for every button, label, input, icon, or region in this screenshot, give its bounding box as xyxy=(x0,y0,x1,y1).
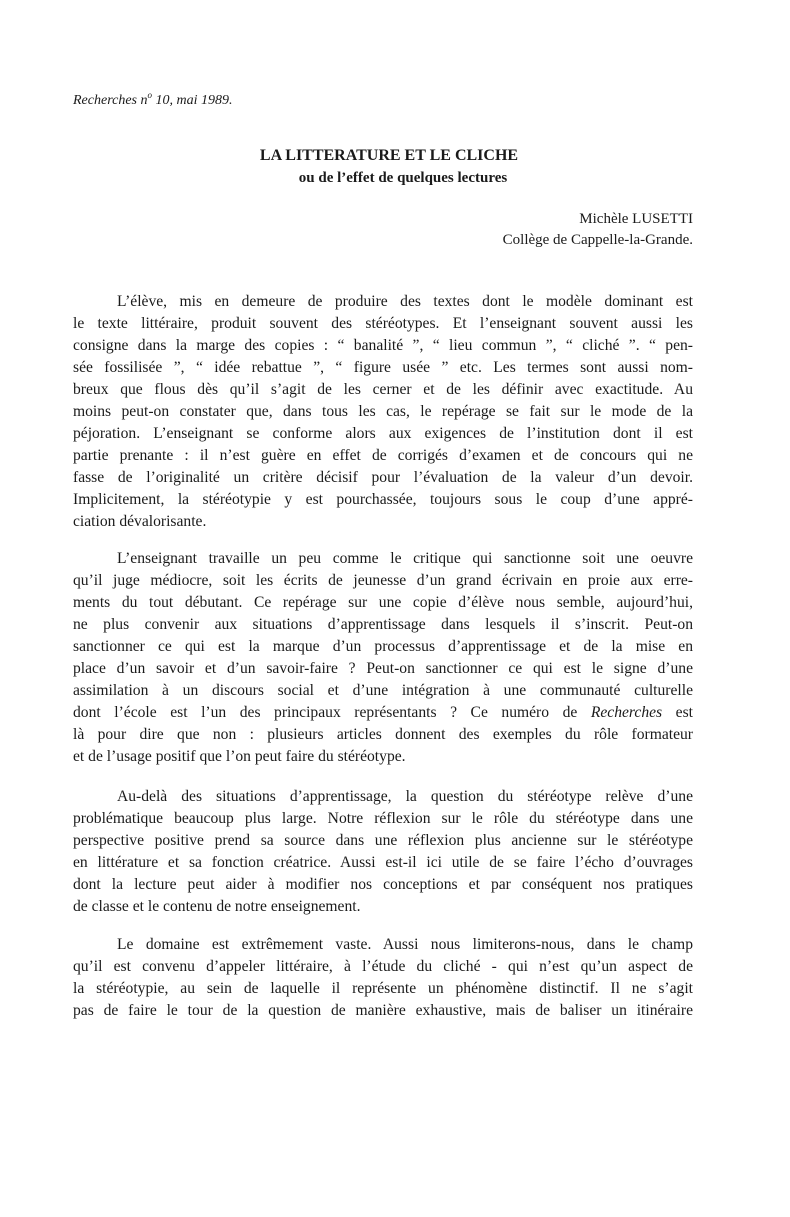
running-header xyxy=(73,86,233,110)
text-line: sanctionner ce qui est la marque d’un processus d’apprentissage et de la mise en xyxy=(73,638,693,655)
paragraph-4 xyxy=(73,934,693,1022)
text-line: qu’il est convenu d’appeler littéraire, à l’étude du cliché - qui n’est qu’un aspect de xyxy=(73,958,693,975)
text-line: qu’il juge médiocre, soit les écrits de jeunesse d’un grand écrivain en proie aux erre- xyxy=(73,572,693,589)
journal-name: Recherches n xyxy=(73,93,148,108)
text-line: Implicitement, la stéréotypie y est pourchassée, toujours sous le coup d’une appré- xyxy=(73,491,693,508)
text-line: assimilation à un discours social et d’une intégration à une communauté culturelle xyxy=(73,682,693,699)
paragraph-3 xyxy=(73,786,693,918)
text-line: la stéréotypie, au sein de laquelle il représente un phénomène distinctif. Il ne s’agit xyxy=(73,980,693,997)
text-line: breux que flous dès qu’il s’agit de les cerner et de les définir avec exactitude. Au xyxy=(73,381,693,398)
text-line: sée fossilisée ”, “ idée rebattue ”, “ figure usée ” etc. Les termes sont aussi nom- xyxy=(73,359,693,376)
text-line: ments du tout débutant. Ce repérage sur une copie d’élève nous semble, aujourd’hui, xyxy=(73,594,693,611)
article-subtitle: ou de l’effet de quelques lectures xyxy=(298,170,508,186)
text-line: de classe et le contenu de notre enseignement. xyxy=(73,898,361,915)
text-line: consigne dans la marge des copies : “ banalité ”, “ lieu commun ”, “ cliché ”. “ pen- xyxy=(73,337,693,354)
text-line-with-italic xyxy=(73,702,693,724)
text-line: ne plus convenir aux situations d’apprentissage dans lesquels il s’inscrit. Peut-on xyxy=(73,616,693,633)
text-line: là pour dire que non : plusieurs articles donnent des exemples du rôle formateur xyxy=(73,726,693,743)
author-block xyxy=(503,209,693,251)
text-line: fasse de l’originalité un critère décisif pour l’évaluation de la valeur d’un devoir. xyxy=(73,469,693,486)
paragraph-2 xyxy=(73,548,693,768)
text-line: pas de faire le tour de la question de manière exhaustive, mais de baliser un itinéraire xyxy=(73,1002,693,1019)
text-fragment: est xyxy=(662,704,693,721)
text-line: en littérature et sa fonction créatrice. Aussi est-il ici utile de se faire l’écho d’ouvrages xyxy=(73,854,693,871)
journal-reference: Recherches xyxy=(590,704,663,721)
text-line: péjoration. L’enseignant se conforme alors aux exigences de l’institution dont il est xyxy=(73,425,693,442)
text-line: problématique beaucoup plus large. Notre réflexion sur le rôle du stéréotype dans une xyxy=(73,810,693,827)
text-line: partie prenante : il n’est guère en effet de corrigés d’examen et de concours qui ne xyxy=(73,447,693,464)
text-line: ciation dévalorisante. xyxy=(73,513,207,530)
author-name: Michèle LUSETTI xyxy=(579,211,693,227)
text-line: L’élève, mis en demeure de produire des textes dont le modèle dominant est xyxy=(117,293,693,310)
text-line: Le domaine est extrêmement vaste. Aussi nous limiterons-nous, dans le champ xyxy=(117,936,693,953)
issue-date: 10, mai 1989. xyxy=(152,93,233,108)
text-line: place d’un savoir et d’un savoir-faire ? Peut-on sanctionner ce qui est le signe d’une xyxy=(73,660,693,677)
paragraph-1 xyxy=(73,291,693,533)
text-line: dont la lecture peut aider à modifier nos conceptions et par conséquent nos pratiques xyxy=(73,876,693,893)
number-superscript: o xyxy=(147,90,152,100)
text-line: moins peut-on constater que, dans tous les cas, le repérage se fait sur le mode de la xyxy=(73,403,693,420)
text-line: L’enseignant travaille un peu comme le critique qui sanctionne soit une oeuvre xyxy=(117,550,693,567)
text-line: Au-delà des situations d’apprentissage, la question du stéréotype relève d’une xyxy=(117,788,693,805)
text-fragment: dont l’école est l’un des principaux représentants ? Ce numéro de xyxy=(73,704,591,721)
text-line: et de l’usage positif que l’on peut faire du stéréotype. xyxy=(73,748,406,765)
text-line: perspective positive prend sa source dans une réflexion plus ancienne sur le stéréotype xyxy=(73,832,693,849)
author-affiliation: Collège de Cappelle-la-Grande. xyxy=(502,232,693,248)
article-title: LA LITTERATURE ET LE CLICHE xyxy=(259,147,519,164)
text-line: le texte littéraire, produit souvent des stéréotypes. Et l’enseignant souvent aussi les xyxy=(73,315,693,332)
